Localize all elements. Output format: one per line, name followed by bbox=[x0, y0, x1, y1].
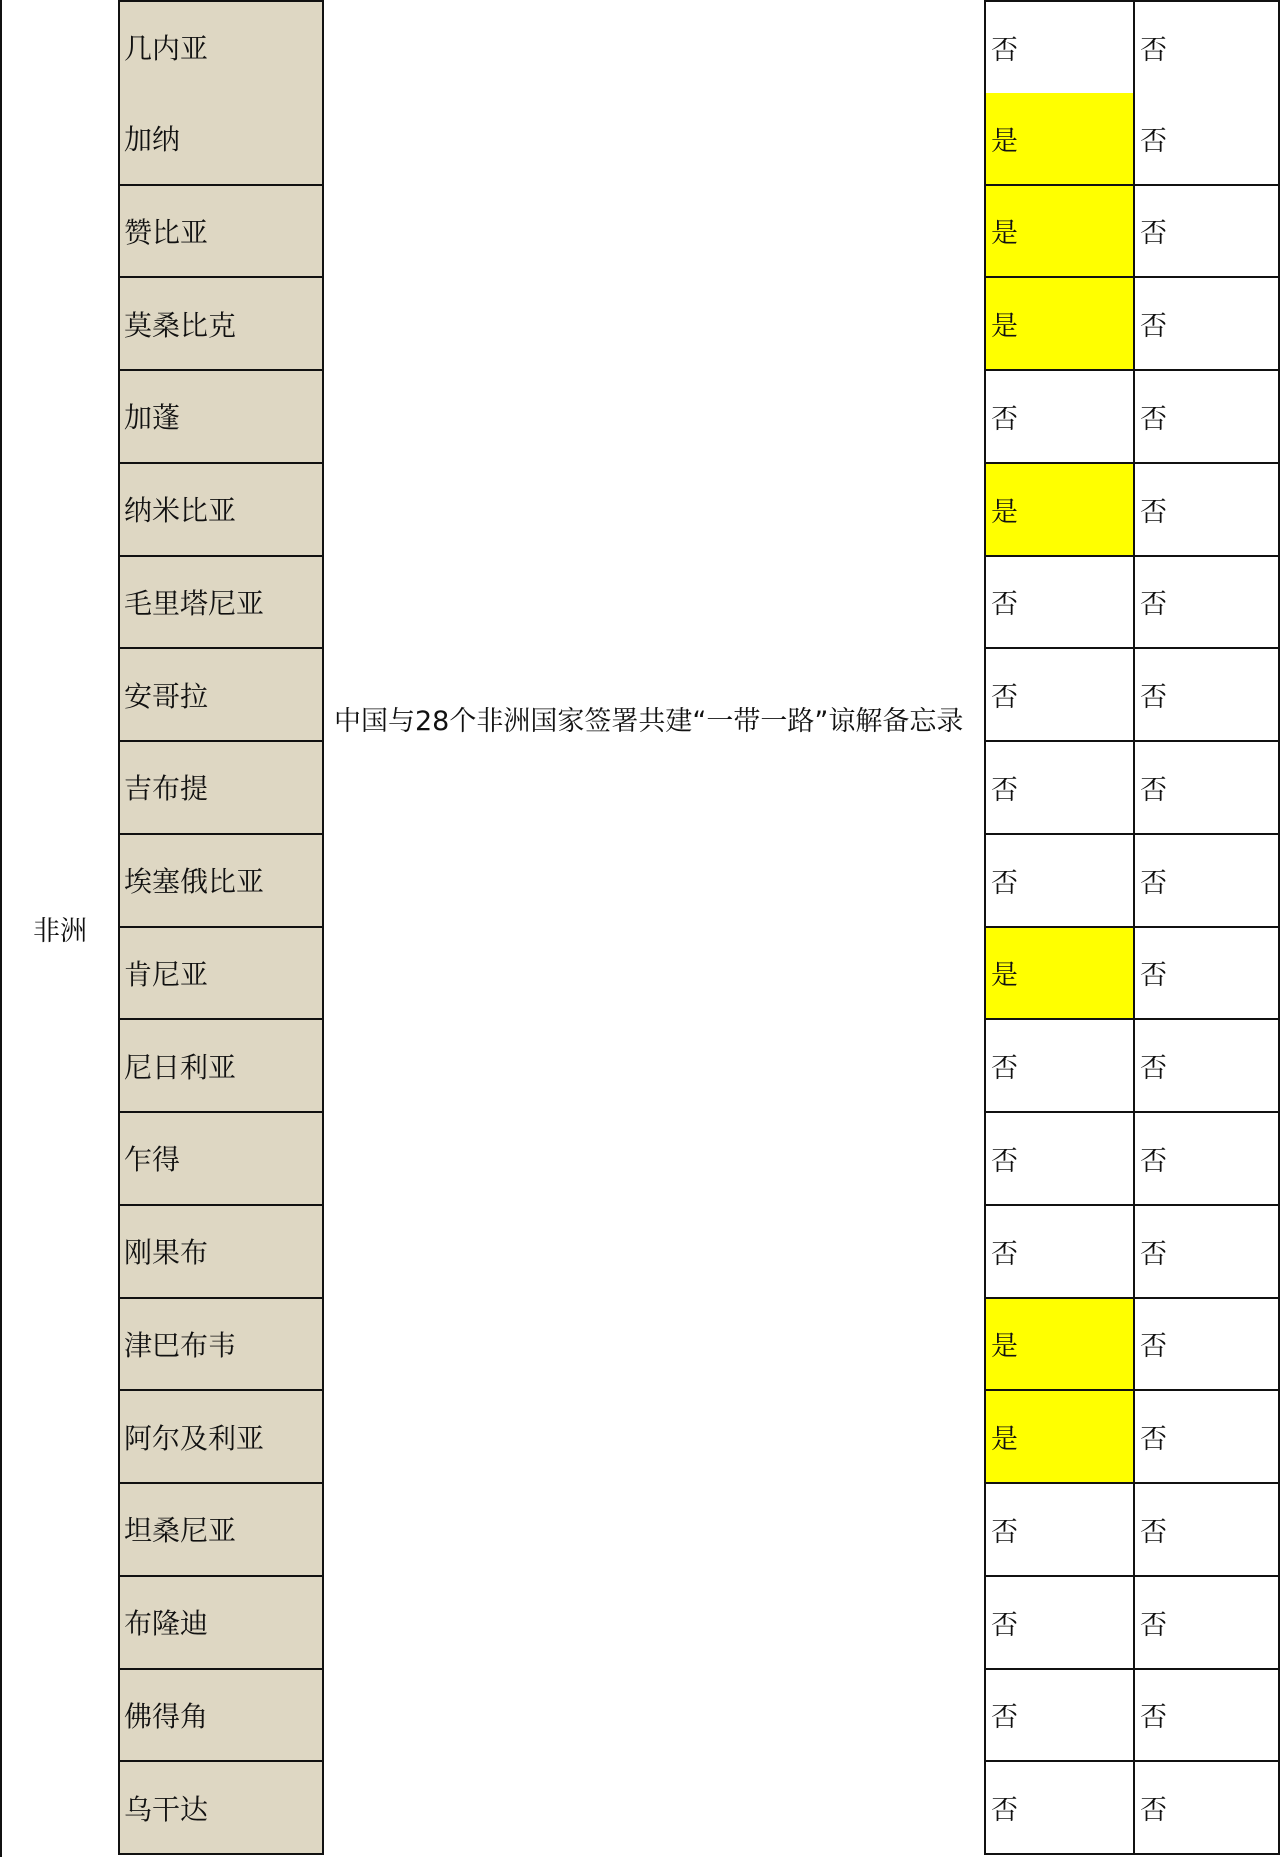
country-cell[interactable]: 布隆迪 bbox=[118, 1577, 324, 1670]
status-cell-b[interactable]: 否 bbox=[1133, 1299, 1280, 1392]
status-column-a bbox=[984, 0, 1135, 1857]
status-cell-b[interactable]: 否 bbox=[1133, 649, 1280, 742]
status-cell-b[interactable]: 否 bbox=[1133, 371, 1280, 464]
country-cell[interactable]: 乌干达 bbox=[118, 1762, 324, 1855]
status-cell-a[interactable]: 否 bbox=[984, 742, 1135, 835]
status-cell-a[interactable]: 否 bbox=[984, 649, 1135, 742]
status-cell-a[interactable]: 否 bbox=[984, 0, 1135, 95]
region-cell[interactable] bbox=[2, 0, 118, 1857]
status-cell-a[interactable]: 是 bbox=[984, 928, 1135, 1021]
status-cell-a[interactable]: 是 bbox=[984, 278, 1135, 371]
status-cell-a[interactable]: 否 bbox=[984, 1762, 1135, 1855]
country-cell[interactable]: 几内亚 bbox=[118, 0, 324, 95]
status-cell-a[interactable]: 否 bbox=[984, 1206, 1135, 1299]
country-cell[interactable]: 加蓬 bbox=[118, 371, 324, 464]
country-cell[interactable]: 埃塞俄比亚 bbox=[118, 835, 324, 928]
status-cell-b[interactable]: 否 bbox=[1133, 557, 1280, 650]
status-cell-b[interactable]: 否 bbox=[1133, 0, 1280, 95]
status-cell-b[interactable]: 否 bbox=[1133, 186, 1280, 279]
country-cell[interactable]: 吉布提 bbox=[118, 742, 324, 835]
status-cell-b[interactable]: 否 bbox=[1133, 1391, 1280, 1484]
status-cell-b[interactable]: 否 bbox=[1133, 928, 1280, 1021]
memo-cell[interactable] bbox=[330, 0, 985, 1857]
status-cell-a[interactable]: 否 bbox=[984, 1484, 1135, 1577]
status-cell-b[interactable]: 否 bbox=[1133, 464, 1280, 557]
status-cell-a[interactable]: 否 bbox=[984, 1670, 1135, 1763]
status-cell-b[interactable]: 否 bbox=[1133, 742, 1280, 835]
status-cell-a[interactable]: 是 bbox=[984, 1391, 1135, 1484]
status-cell-a[interactable]: 否 bbox=[984, 835, 1135, 928]
status-cell-a[interactable]: 否 bbox=[984, 557, 1135, 650]
country-cell[interactable]: 佛得角 bbox=[118, 1670, 324, 1763]
country-column bbox=[118, 0, 328, 1857]
status-cell-b[interactable]: 否 bbox=[1133, 1484, 1280, 1577]
status-cell-b[interactable]: 否 bbox=[1133, 835, 1280, 928]
status-cell-a[interactable]: 否 bbox=[984, 1577, 1135, 1670]
country-cell[interactable]: 纳米比亚 bbox=[118, 464, 324, 557]
status-cell-a[interactable]: 是 bbox=[984, 93, 1135, 186]
status-cell-b[interactable]: 否 bbox=[1133, 278, 1280, 371]
status-cell-b[interactable]: 否 bbox=[1133, 1670, 1280, 1763]
status-cell-b[interactable]: 否 bbox=[1133, 1577, 1280, 1670]
status-cell-a[interactable]: 否 bbox=[984, 371, 1135, 464]
country-cell[interactable]: 阿尔及利亚 bbox=[118, 1391, 324, 1484]
country-cell[interactable]: 乍得 bbox=[118, 1113, 324, 1206]
status-cell-a[interactable]: 否 bbox=[984, 1113, 1135, 1206]
country-cell[interactable]: 莫桑比克 bbox=[118, 278, 324, 371]
country-cell[interactable]: 尼日利亚 bbox=[118, 1020, 324, 1113]
country-cell[interactable]: 安哥拉 bbox=[118, 649, 324, 742]
status-cell-a[interactable]: 否 bbox=[984, 1020, 1135, 1113]
status-cell-a[interactable]: 是 bbox=[984, 186, 1135, 279]
country-cell[interactable]: 肯尼亚 bbox=[118, 928, 324, 1021]
status-cell-a[interactable]: 是 bbox=[984, 464, 1135, 557]
status-cell-b[interactable]: 否 bbox=[1133, 1020, 1280, 1113]
status-cell-b[interactable]: 否 bbox=[1133, 1206, 1280, 1299]
status-cell-b[interactable]: 否 bbox=[1133, 1113, 1280, 1206]
status-column-b bbox=[1133, 0, 1280, 1857]
status-cell-b[interactable]: 否 bbox=[1133, 1762, 1280, 1855]
country-cell[interactable]: 加纳 bbox=[118, 93, 324, 186]
country-cell[interactable]: 坦桑尼亚 bbox=[118, 1484, 324, 1577]
status-cell-a[interactable]: 是 bbox=[984, 1299, 1135, 1392]
memo-text: 中国与28个非洲国家签署共建“一带一路”谅解备忘录 bbox=[334, 706, 964, 737]
country-cell[interactable]: 毛里塔尼亚 bbox=[118, 557, 324, 650]
region-label: 非洲 bbox=[33, 916, 87, 947]
country-cell[interactable]: 津巴布韦 bbox=[118, 1299, 324, 1392]
country-cell[interactable]: 刚果布 bbox=[118, 1206, 324, 1299]
country-cell[interactable]: 赞比亚 bbox=[118, 186, 324, 279]
status-cell-b[interactable]: 否 bbox=[1133, 93, 1280, 186]
